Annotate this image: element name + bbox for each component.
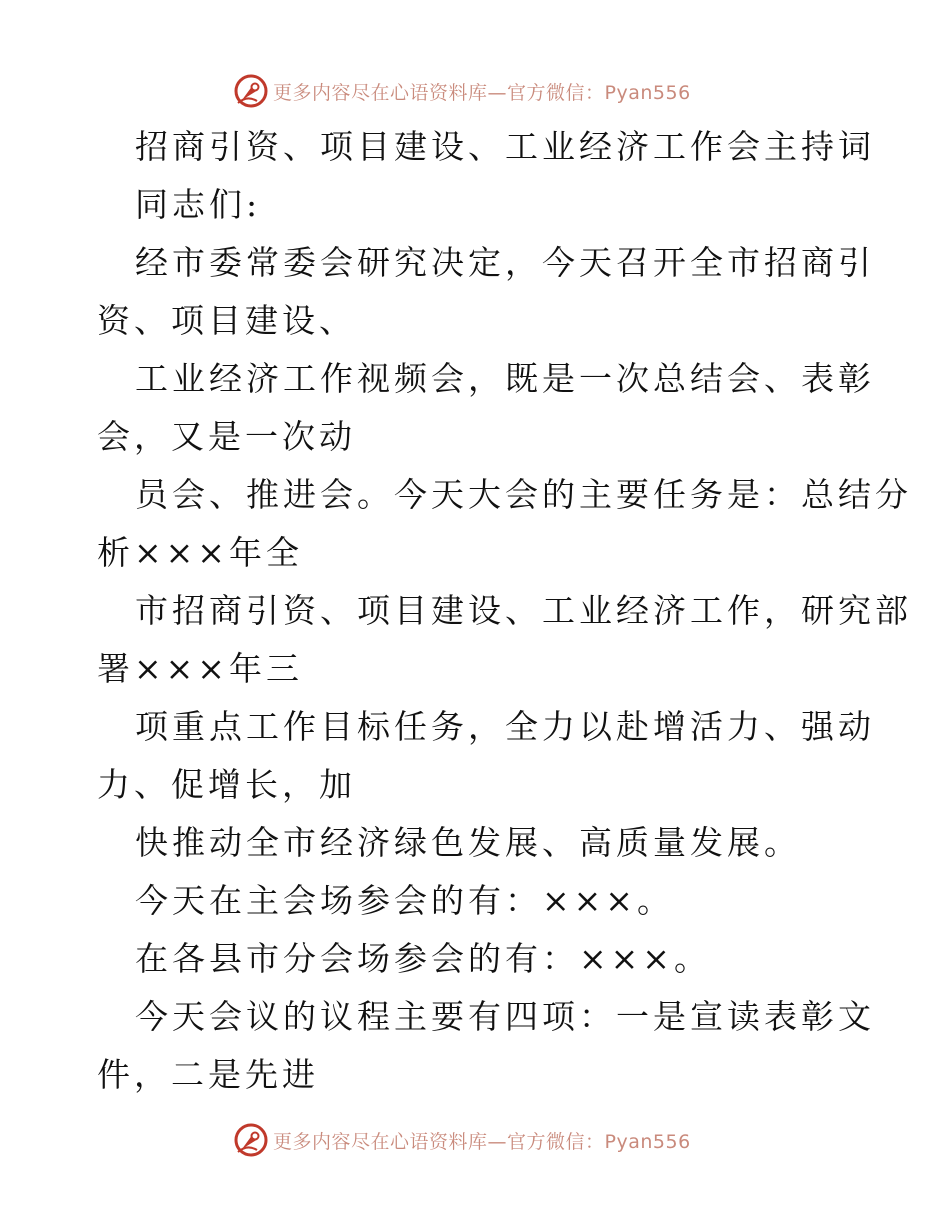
watermark-text: 更多内容尽在心语资料库—官方微信：Pyan556 xyxy=(273,1130,691,1153)
text-line: 会，又是一次动 xyxy=(97,417,356,456)
text-line: 今天在主会场参会的有：×××。 xyxy=(135,881,674,920)
text-line: 析×××年全 xyxy=(97,533,303,572)
footer-watermark xyxy=(233,1120,733,1160)
watermark-text: 更多内容尽在心语资料库—官方微信：Pyan556 xyxy=(273,81,691,104)
text-line: 署×××年三 xyxy=(97,649,303,688)
header-watermark xyxy=(233,71,733,111)
text-line: 今天会议的议程主要有四项：一是宣读表彰文 xyxy=(135,997,875,1036)
document-title: 招商引资、项目建设、工业经济工作会主持词 xyxy=(135,127,875,166)
text-line: 件，二是先进 xyxy=(97,1055,319,1094)
text-line: 市招商引资、项目建设、工业经济工作，研究部 xyxy=(135,591,912,630)
text-line: 项重点工作目标任务，全力以赴增活力、强动 xyxy=(135,707,875,746)
text-line: 快推动全市经济绿色发展、高质量发展。 xyxy=(135,823,801,862)
text-line: 资、项目建设、 xyxy=(97,301,356,340)
text-line: 工业经济工作视频会，既是一次总结会、表彰 xyxy=(135,359,875,398)
pen-nib-logo-icon xyxy=(233,1122,269,1158)
pen-nib-logo-icon xyxy=(233,73,269,109)
salutation: 同志们: xyxy=(135,185,262,224)
document-body xyxy=(97,118,912,1104)
text-line: 力、促增长，加 xyxy=(97,765,356,804)
text-line: 员会、推进会。今天大会的主要任务是：总结分 xyxy=(135,475,912,514)
text-line: 经市委常委会研究决定，今天召开全市招商引 xyxy=(135,243,875,282)
text-line: 在各县市分会场参会的有：×××。 xyxy=(135,939,711,978)
